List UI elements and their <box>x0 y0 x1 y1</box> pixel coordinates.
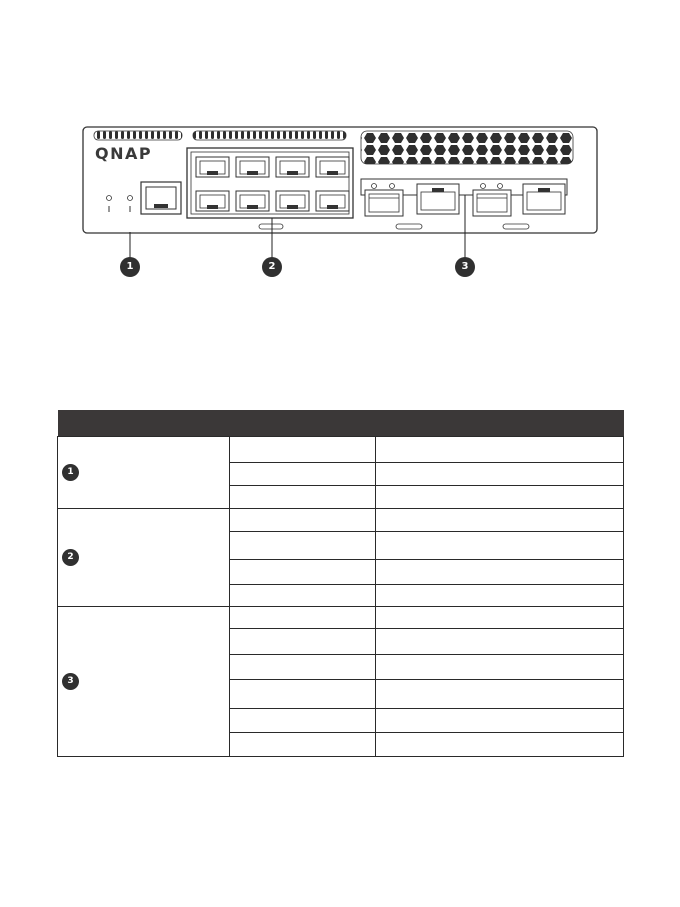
table-cell <box>230 486 376 509</box>
table-cell <box>376 607 624 629</box>
led-1 <box>107 196 112 201</box>
table-cell <box>230 437 376 463</box>
header-cell <box>58 410 230 437</box>
group-cell-1 <box>58 437 230 509</box>
table-cell <box>230 560 376 585</box>
table-cell <box>230 709 376 733</box>
table-cell <box>376 463 624 486</box>
sfp-port-2 <box>473 190 511 216</box>
table-cell <box>230 463 376 486</box>
table-cell <box>376 437 624 463</box>
callout-badge-3: 3 <box>455 257 475 277</box>
table-cell <box>230 655 376 680</box>
table-cell <box>376 532 624 560</box>
table-cell <box>230 509 376 532</box>
vent-strip-left <box>94 131 182 140</box>
callout-badge-2: 2 <box>262 257 282 277</box>
table-cell <box>376 733 624 757</box>
table-badge-3: 3 <box>62 673 79 690</box>
table-cell <box>376 585 624 607</box>
group-cell-3 <box>58 607 230 757</box>
header-cell <box>376 410 624 437</box>
table-cell <box>376 680 624 709</box>
table-cell <box>376 509 624 532</box>
table-cell <box>376 709 624 733</box>
table-cell <box>230 585 376 607</box>
group-cell-2 <box>58 509 230 607</box>
table-cell <box>230 607 376 629</box>
spec-table <box>57 410 624 757</box>
table-badge-1: 1 <box>62 464 79 481</box>
table-cell <box>376 629 624 655</box>
switch-front-panel-illustration <box>0 0 680 300</box>
sfp-port-1 <box>365 190 403 216</box>
callout-badge-1: 1 <box>120 257 140 277</box>
header-cell <box>230 410 376 437</box>
table-cell <box>376 486 624 509</box>
management-port <box>141 182 181 214</box>
vent-strip-middle <box>193 131 346 140</box>
table-badge-2: 2 <box>62 549 79 566</box>
rj45-combo-port-2 <box>523 184 565 214</box>
hex-vent-grille <box>361 131 573 164</box>
table-cell <box>230 733 376 757</box>
led-2 <box>128 196 133 201</box>
table-cell <box>376 655 624 680</box>
table-cell <box>230 629 376 655</box>
rj45-combo-port-1 <box>417 184 459 214</box>
table-header-row <box>58 410 624 437</box>
table-cell <box>230 680 376 709</box>
table-row <box>58 509 624 532</box>
table-cell <box>230 532 376 560</box>
table-cell <box>376 560 624 585</box>
table-row <box>58 607 624 629</box>
brand-logo: QNAP <box>95 144 153 163</box>
table-row <box>58 437 624 463</box>
